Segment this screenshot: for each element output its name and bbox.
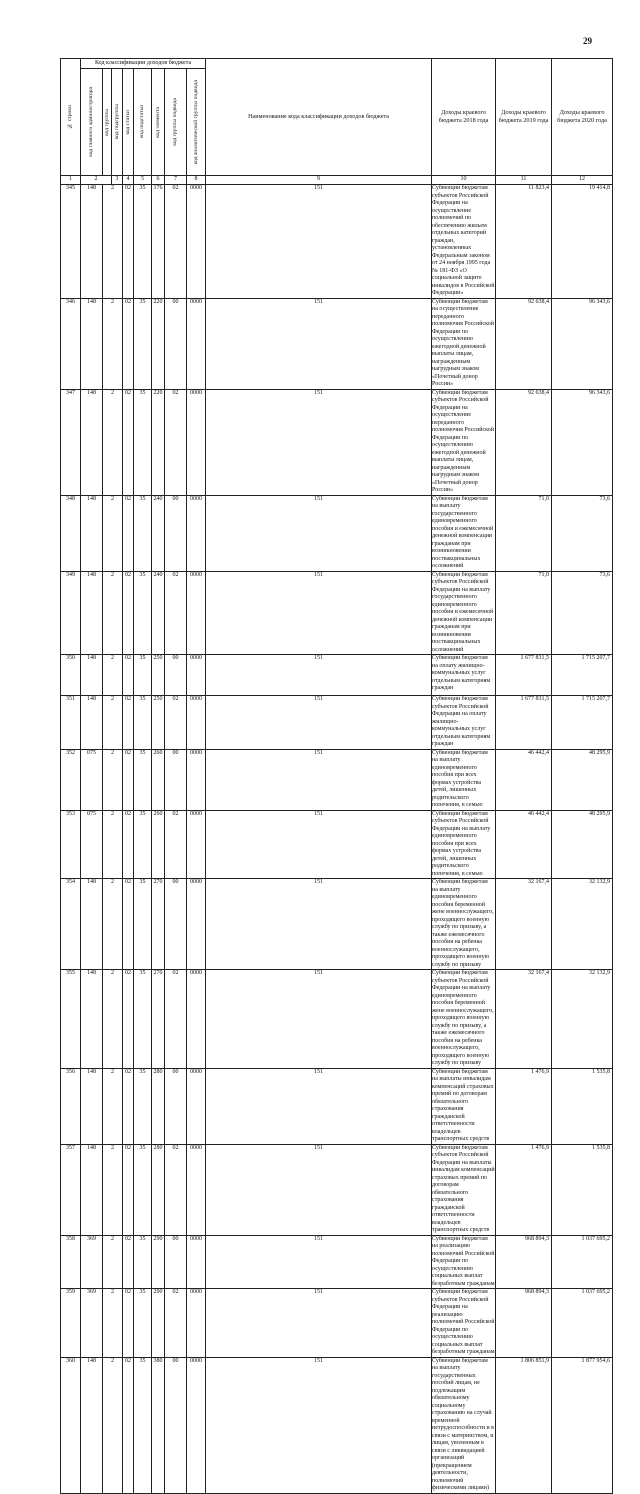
element-code: 02 — [165, 810, 187, 879]
subarticle-code: 280 — [152, 1068, 165, 1144]
subarticle-code: 250 — [152, 696, 165, 750]
revenue-2019: 1 037 695,2 — [552, 1289, 613, 1358]
revenue-2019: 1 037 695,2 — [552, 1235, 613, 1289]
column-number: 12 — [552, 176, 613, 185]
table-row — [61, 389, 613, 495]
element-code: 00 — [165, 655, 187, 696]
subtype-group-code: 0000 — [187, 571, 206, 655]
table-row — [61, 1144, 613, 1235]
admin-code: 148 — [81, 696, 103, 750]
code-subarticle-header: код подстатьи — [134, 69, 152, 176]
group-code: 2 — [103, 655, 123, 696]
admin-code: 148 — [81, 298, 103, 389]
row-number: 354 — [61, 879, 81, 970]
table-body — [61, 185, 613, 1494]
element-code: 02 — [165, 185, 187, 299]
revenue-2018: 11 823,4 — [496, 185, 552, 299]
article-code: 35 — [134, 389, 152, 495]
revenue-2019: 1 535,8 — [552, 1144, 613, 1235]
revenue-name: Субвенции бюджетам на оплату жилищно-коммунальных услуг отдельным категориям граждан — [432, 655, 496, 696]
element-code: 02 — [165, 696, 187, 750]
table-row — [61, 749, 613, 810]
table-row — [61, 810, 613, 879]
revenue-name: Субвенции бюджетам на выплату государственного единовременного пособия и ежемесячной денежной компенсации гражданам при возникновении поствакцинальных осложнений — [432, 495, 496, 571]
revenue-name: Субвенции бюджетам субъектов Российской Федерации на осуществление полномочий по обеспечению жильем отдельных категорий граждан, установленных Федеральным законом от 24 ноября 1995 года № 181-ФЗ «О социальной защите инвалидов в Российской Федерации» — [432, 185, 495, 296]
subgroup-code: 02 — [123, 1144, 134, 1235]
code-subgroup-header: код подгруппы — [112, 69, 123, 176]
subarticle-code: 240 — [152, 495, 165, 571]
admin-code: 369 — [81, 1235, 103, 1289]
code-subtype-group-header: код группы подвида — [165, 69, 187, 176]
table-row — [61, 1068, 613, 1144]
revenue-2018: 32 167,4 — [496, 879, 552, 970]
table-row — [61, 185, 613, 299]
subgroup-code: 02 — [123, 1068, 134, 1144]
name-header: Наименование кода классификации доходов бюджета — [206, 59, 432, 176]
subtype-group-code: 0000 — [187, 696, 206, 750]
revenue-2019: 96 343,6 — [552, 389, 613, 495]
analytic-group-code: 151 — [206, 1068, 432, 1144]
revenue-2018: 1 677 831,5 — [496, 696, 552, 750]
row-number: 352 — [61, 749, 81, 810]
revenue-name: Субвенции бюджетам на осуществление переданного полномочия Российской Федерации по осуществлению ежегодной денежной выплаты лицам, награжденным нагрудным знаком «Почетный донор России» — [432, 298, 494, 387]
admin-code: 148 — [81, 495, 103, 571]
revenue-2018: 1 476,9 — [496, 1068, 552, 1144]
revenue-name: Субвенции бюджетам на реализацию полномочий Российской Федерации по осуществлению социальных выплат безработным гражданам — [432, 1235, 495, 1287]
revenue-2019: 48 295,9 — [552, 810, 613, 879]
admin-code: 075 — [81, 749, 103, 810]
revenue-2019: 1 535,8 — [552, 1068, 613, 1144]
subarticle-code: 220 — [152, 298, 165, 389]
table-row — [61, 495, 613, 571]
element-code: 00 — [165, 879, 187, 970]
admin-code: 148 — [81, 185, 103, 299]
element-code: 00 — [165, 749, 187, 810]
table-row — [61, 1289, 613, 1358]
analytic-group-code: 151 — [206, 970, 432, 1069]
revenue-name: Субвенции бюджетам субъектов Российской Федерации на реализацию полномочий Российской Федерации по осуществлению социальных выплат безработным гражданам — [432, 1289, 495, 1355]
analytic-group-code: 151 — [206, 571, 432, 655]
row-number: 345 — [61, 185, 81, 299]
group-code: 2 — [103, 1144, 123, 1235]
revenue-name: Субвенции бюджетам на выплату единовременного пособия беременной жене военнослужащего, проходящего военную службу по призыву, а также ежемесячного пособия на ребенка военнослужащего, проходящего военную службу по призыву — [432, 879, 494, 968]
column-number: 8 — [187, 176, 206, 185]
table-row — [61, 655, 613, 696]
subgroup-code: 02 — [123, 749, 134, 810]
revenue-2019: 32 132,9 — [552, 970, 613, 1069]
element-code: 02 — [165, 1289, 187, 1358]
subgroup-code: 02 — [123, 810, 134, 879]
code-group-header: код группы — [103, 69, 112, 176]
subgroup-code: 02 — [123, 495, 134, 571]
element-code: 00 — [165, 1235, 187, 1289]
column-number: 5 — [134, 176, 152, 185]
group-code: 2 — [103, 1289, 123, 1358]
subtype-group-code: 0000 — [187, 1068, 206, 1144]
subarticle-code: 260 — [152, 810, 165, 879]
analytic-group-code: 151 — [206, 389, 432, 495]
element-code: 02 — [165, 571, 187, 655]
table-header — [61, 59, 613, 185]
table-row — [61, 970, 613, 1069]
revenue-2018: 46 442,4 — [496, 749, 552, 810]
revenue-2020-header: Доходы краевого бюджета 2020 года — [552, 59, 613, 176]
subtype-group-code: 0000 — [187, 879, 206, 970]
analytic-group-code: 151 — [206, 655, 432, 696]
admin-code: 148 — [81, 1068, 103, 1144]
revenue-2018: 92 638,4 — [496, 298, 552, 389]
row-number-header: № строки — [61, 59, 81, 176]
analytic-group-code: 151 — [206, 810, 432, 879]
analytic-group-code: 151 — [206, 696, 432, 750]
subarticle-code: 290 — [152, 1289, 165, 1358]
page-number: 29 — [583, 36, 592, 46]
element-code: 02 — [165, 1144, 187, 1235]
subtype-group-code: 0000 — [187, 1289, 206, 1358]
admin-code: 148 — [81, 389, 103, 495]
subarticle-code: 260 — [152, 749, 165, 810]
table-row — [61, 696, 613, 750]
analytic-group-code: 151 — [206, 1235, 432, 1289]
element-code: 02 — [165, 970, 187, 1069]
row-number: 346 — [61, 298, 81, 389]
analytic-group-code: 151 — [206, 879, 432, 970]
revenue-2019: 19 414,8 — [552, 185, 613, 299]
row-number: 347 — [61, 389, 81, 495]
group-code: 2 — [103, 185, 123, 299]
subgroup-code: 02 — [123, 298, 134, 389]
group-code: 2 — [103, 298, 123, 389]
subgroup-code: 02 — [123, 970, 134, 1069]
subgroup-code: 02 — [123, 696, 134, 750]
article-code: 35 — [134, 970, 152, 1069]
subarticle-code: 220 — [152, 389, 165, 495]
admin-code: 148 — [81, 1144, 103, 1235]
column-number: 11 — [496, 176, 552, 185]
analytic-group-code: 151 — [206, 749, 432, 810]
element-code: 02 — [165, 389, 187, 495]
element-code: 00 — [165, 1357, 187, 1493]
revenue-2018: 92 638,4 — [496, 389, 552, 495]
admin-code: 148 — [81, 571, 103, 655]
table-row — [61, 1357, 613, 1493]
revenue-2019: 1 715 207,7 — [552, 655, 613, 696]
row-number: 359 — [61, 1289, 81, 1358]
subtype-group-code: 0000 — [187, 185, 206, 299]
article-code: 35 — [134, 495, 152, 571]
column-number: 2 — [81, 176, 112, 185]
row-number: 353 — [61, 810, 81, 879]
revenue-2018: 46 442,4 — [496, 810, 552, 879]
subgroup-code: 02 — [123, 1289, 134, 1358]
column-number: 7 — [165, 176, 187, 185]
revenue-2018-header: Доходы краевого бюджета 2018 года — [432, 59, 496, 176]
group-code: 2 — [103, 879, 123, 970]
subtype-group-code: 0000 — [187, 810, 206, 879]
revenue-2018: 1 806 851,9 — [496, 1357, 552, 1493]
admin-code: 148 — [81, 1357, 103, 1493]
group-code: 2 — [103, 571, 123, 655]
column-numbers-row — [61, 176, 613, 185]
row-number: 348 — [61, 495, 81, 571]
subtype-group-code: 0000 — [187, 1357, 206, 1493]
subgroup-code: 02 — [123, 389, 134, 495]
code-element-header: код элемента — [152, 69, 165, 176]
revenue-2018: 1 677 831,5 — [496, 655, 552, 696]
column-number: 1 — [61, 176, 81, 185]
row-number: 358 — [61, 1235, 81, 1289]
group-code: 2 — [103, 1235, 123, 1289]
classification-code-header: Код классификации доходов бюджета — [81, 59, 206, 69]
group-code: 2 — [103, 1068, 123, 1144]
element-code: 00 — [165, 1068, 187, 1144]
subtype-group-code: 0000 — [187, 1144, 206, 1235]
group-code: 2 — [103, 495, 123, 571]
row-number: 356 — [61, 1068, 81, 1144]
subarticle-code: 176 — [152, 185, 165, 299]
revenue-2019: 73,6 — [552, 571, 613, 655]
article-code: 35 — [134, 185, 152, 299]
article-code: 35 — [134, 655, 152, 696]
article-code: 35 — [134, 1144, 152, 1235]
subarticle-code: 290 — [152, 1235, 165, 1289]
revenue-name: Субвенции бюджетам субъектов Российской Федерации на выплату единовременного пособия при всех формах устройства детей, лишенных родительского попечения, в семью — [432, 810, 496, 879]
column-number: 3 — [112, 176, 123, 185]
subarticle-code: 270 — [152, 970, 165, 1069]
subtype-group-code: 0000 — [187, 655, 206, 696]
revenue-2018: 71,0 — [496, 495, 552, 571]
analytic-group-code: 151 — [206, 495, 432, 571]
revenue-2018: 71,0 — [496, 571, 552, 655]
revenue-2019-header: Доходы краевого бюджета 2019 года — [496, 59, 552, 176]
admin-code: 075 — [81, 810, 103, 879]
revenue-2018: 968 894,3 — [496, 1289, 552, 1358]
code-admin-header: код главного администратора — [81, 69, 103, 176]
group-code: 2 — [103, 749, 123, 810]
analytic-group-code: 151 — [206, 1289, 432, 1358]
column-number: 9 — [206, 176, 432, 185]
subtype-group-code: 0000 — [187, 389, 206, 495]
revenue-name: Субвенции бюджетам на выплату единовременного пособия при всех формах устройства детей, лишенных родительского попечения, в семью — [432, 749, 496, 810]
subtype-group-code: 0000 — [187, 298, 206, 389]
table-row — [61, 1235, 613, 1289]
column-number: 10 — [432, 176, 496, 185]
subarticle-code: 280 — [152, 1144, 165, 1235]
article-code: 35 — [134, 810, 152, 879]
analytic-group-code: 151 — [206, 1357, 432, 1493]
article-code: 35 — [134, 1068, 152, 1144]
admin-code: 148 — [81, 655, 103, 696]
subarticle-code: 270 — [152, 879, 165, 970]
subgroup-code: 02 — [123, 1235, 134, 1289]
revenue-name: Субвенции бюджетам субъектов Российской Федерации на выплату единовременного пособия беременной жене военнослужащего, проходящего военную службу по призыву, а также ежемесячного пособия на ребенка военнослужащего, проходящего военную службу по призыву — [432, 970, 494, 1066]
subtype-group-code: 0000 — [187, 749, 206, 810]
row-number: 360 — [61, 1357, 81, 1493]
table-row — [61, 571, 613, 655]
revenue-name: Субвенции бюджетам на выплату государственных пособий лицам, не подлежащим обязательному социальному страхованию на случай временной нетрудоспособности и в связи с материнством, и лицам, уволенным в связи с ликвидацией организаций (прекращением деятельности, полномочий физическими лицами) — [432, 1357, 495, 1491]
row-number: 349 — [61, 571, 81, 655]
subarticle-code: 250 — [152, 655, 165, 696]
revenue-2018: 32 167,4 — [496, 970, 552, 1069]
group-code: 2 — [103, 970, 123, 1069]
subgroup-code: 02 — [123, 571, 134, 655]
revenue-2018: 1 476,9 — [496, 1144, 552, 1235]
revenue-2019: 48 295,9 — [552, 749, 613, 810]
subarticle-code: 240 — [152, 571, 165, 655]
revenue-name: Субвенции бюджетам субъектов Российской Федерации на выплаты инвалидам компенсаций страховых премий по договорам обязательного страхования гражданской ответственности владельцев транспортных средств — [432, 1144, 495, 1233]
analytic-group-code: 151 — [206, 298, 432, 389]
column-number: 6 — [152, 176, 165, 185]
revenue-2018: 968 894,3 — [496, 1235, 552, 1289]
article-code: 35 — [134, 1289, 152, 1358]
column-number: 4 — [123, 176, 134, 185]
group-code: 2 — [103, 810, 123, 879]
subgroup-code: 02 — [123, 879, 134, 970]
revenue-name: Субвенции бюджетам субъектов Российской Федерации на оплату жилищно-коммунальных услуг отдельным категориям граждан — [432, 696, 496, 750]
table-row — [61, 298, 613, 389]
revenue-2019: 32 132,9 — [552, 879, 613, 970]
article-code: 35 — [134, 571, 152, 655]
revenue-2019: 1 877 954,6 — [552, 1357, 613, 1493]
article-code: 35 — [134, 298, 152, 389]
revenue-2019: 1 715 207,7 — [552, 696, 613, 750]
revenue-name: Субвенции бюджетам субъектов Российской Федерации на выплату государственного единовременного пособия и ежемесячной денежной компенсации гражданам при возникновении поствакцинальных осложнений — [432, 571, 496, 655]
revenue-name: Субвенции бюджетам субъектов Российской Федерации на осуществление переданного полномочия Российской Федерации по осуществлению ежегодной денежной выплаты лицам, награжденным нагрудным знаком «Почетный донор России» — [432, 389, 494, 493]
subgroup-code: 02 — [123, 185, 134, 299]
subgroup-code: 02 — [123, 655, 134, 696]
article-code: 35 — [134, 879, 152, 970]
table-row — [61, 879, 613, 970]
subtype-group-code: 0000 — [187, 495, 206, 571]
article-code: 35 — [134, 1235, 152, 1289]
admin-code: 148 — [81, 879, 103, 970]
revenue-2019: 96 343,6 — [552, 298, 613, 389]
revenue-2019: 73,6 — [552, 495, 613, 571]
row-number: 357 — [61, 1144, 81, 1235]
group-code: 2 — [103, 696, 123, 750]
admin-code: 148 — [81, 970, 103, 1069]
article-code: 35 — [134, 696, 152, 750]
subgroup-code: 02 — [123, 1357, 134, 1493]
element-code: 00 — [165, 298, 187, 389]
article-code: 35 — [134, 749, 152, 810]
row-number: 355 — [61, 970, 81, 1069]
admin-code: 369 — [81, 1289, 103, 1358]
group-code: 2 — [103, 389, 123, 495]
row-number: 351 — [61, 696, 81, 750]
revenue-name: Субвенции бюджетам на выплаты инвалидам компенсаций страховых премий по договорам обязательного страхования гражданской ответственности владельцев транспортных средств — [432, 1068, 494, 1142]
code-article-header: код статьи — [123, 69, 134, 176]
article-code: 35 — [134, 1357, 152, 1493]
subarticle-code: 380 — [152, 1357, 165, 1493]
element-code: 00 — [165, 495, 187, 571]
row-number: 350 — [61, 655, 81, 696]
subtype-group-code: 0000 — [187, 970, 206, 1069]
analytic-group-code: 151 — [206, 185, 432, 299]
analytic-group-code: 151 — [206, 1144, 432, 1235]
group-code: 2 — [103, 1357, 123, 1493]
code-analytic-group-header: код аналитической группы подвида — [187, 69, 206, 176]
subtype-group-code: 0000 — [187, 1235, 206, 1289]
revenue-table — [60, 58, 613, 1494]
